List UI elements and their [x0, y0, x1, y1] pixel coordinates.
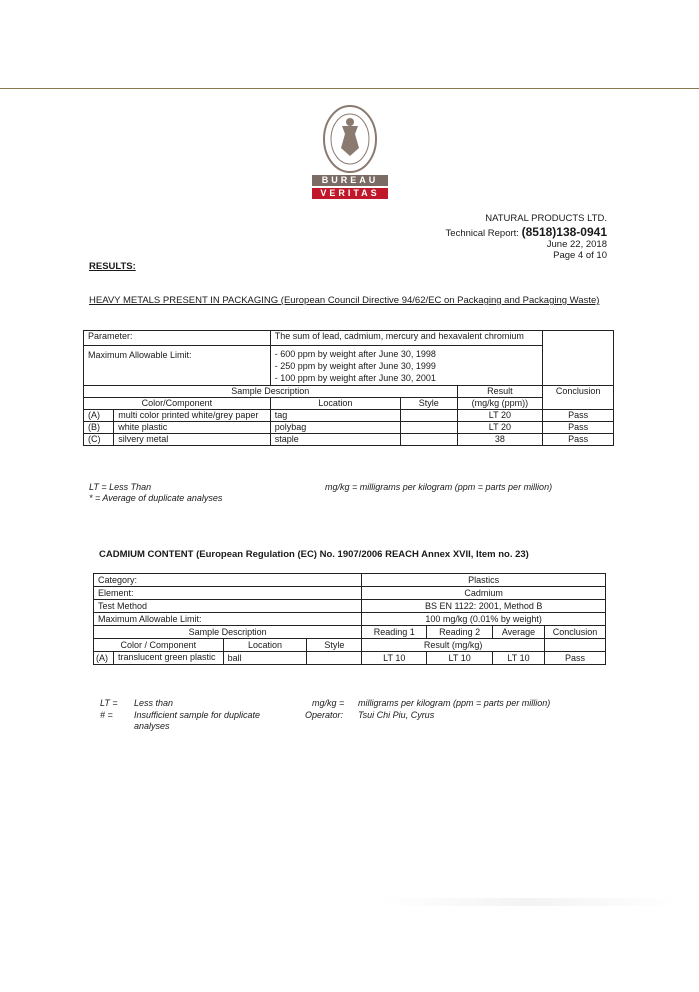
limit-values	[270, 346, 543, 386]
row-reading-2: LT 10	[427, 652, 493, 665]
heavy-metals-table	[83, 330, 614, 446]
report-label: Technical Report:	[445, 228, 519, 239]
limit-value: 100 mg/kg (0.01% by weight)	[362, 613, 606, 626]
seal-icon	[322, 104, 378, 174]
limit-label: Maximum Allowable Limit:	[94, 613, 362, 626]
table-row	[84, 398, 614, 410]
row-location: tag	[270, 410, 400, 422]
sample-description-header: Sample Description	[84, 386, 458, 398]
table-row	[94, 587, 606, 600]
table-row	[94, 652, 606, 665]
parameter-value: The sum of lead, cadmium, mercury and hexavalent chromium	[270, 331, 543, 346]
table-row	[84, 410, 614, 422]
location-header: Location	[223, 639, 307, 652]
note-mgkg-key: mg/kg =	[312, 698, 345, 708]
limit-2: - 250 ppm by weight after June 30, 1999	[274, 361, 436, 371]
operator-name: Tsui Chi Piu, Cyrus	[358, 710, 435, 720]
cadmium-table	[93, 573, 606, 665]
result-unit-header: Result (mg/kg)	[362, 639, 545, 652]
row-result: LT 20	[457, 410, 543, 422]
note-hash-value: Insufficient sample for duplicate analyses	[134, 710, 261, 731]
logo-veritas-bar: VERITAS	[312, 188, 388, 199]
color-header: Color/Component	[84, 398, 271, 410]
row-color: silvery metal	[114, 434, 270, 446]
reading-1-header: Reading 1	[362, 626, 427, 639]
scan-artifact	[380, 898, 680, 906]
category-label: Category:	[94, 574, 362, 587]
heavy-metals-title: HEAVY METALS PRESENT IN PACKAGING (European Council Directive 94/62/EC on Packaging and Packaging Waste)	[89, 295, 600, 306]
table-row	[94, 626, 606, 639]
report-date: June 22, 2018	[546, 239, 607, 250]
sample-description-header: Sample Description	[94, 626, 362, 639]
row-color: white plastic	[114, 422, 270, 434]
report-number-line	[446, 225, 607, 239]
color-header: Color / Component	[94, 639, 224, 652]
row-style	[400, 422, 457, 434]
blank-cell	[544, 639, 605, 652]
company-name: NATURAL PRODUCTS LTD.	[485, 213, 607, 224]
result-unit-header: (mg/kg (ppm))	[457, 398, 543, 410]
limit-3: - 100 ppm by weight after June 30, 2001	[274, 373, 436, 383]
row-average: LT 10	[493, 652, 545, 665]
blank-cell	[543, 331, 614, 386]
style-header: Style	[400, 398, 457, 410]
row-conclusion: Pass	[543, 434, 614, 446]
method-value: BS EN 1122: 2001, Method B	[362, 600, 606, 613]
row-id: (A)	[84, 410, 114, 422]
conclusion-header: Conclusion	[544, 626, 605, 639]
row-id: (A)	[94, 652, 114, 665]
table-row	[84, 331, 614, 346]
report-number: (8518)138-0941	[521, 225, 607, 239]
limit-1: - 600 ppm by weight after June 30, 1998	[274, 349, 436, 359]
element-value: Cadmium	[362, 587, 606, 600]
result-header: Result	[457, 386, 543, 398]
row-result: 38	[457, 434, 543, 446]
note-average: * = Average of duplicate analyses	[89, 493, 223, 503]
header-rule	[0, 88, 699, 89]
note-lt-value: Less than	[134, 698, 174, 708]
row-color: multi color printed white/grey paper	[114, 410, 270, 422]
method-label: Test Method	[94, 600, 362, 613]
row-style	[400, 410, 457, 422]
row-location: staple	[270, 434, 400, 446]
limit-label: Maximum Allowable Limit:	[84, 346, 271, 386]
row-style	[400, 434, 457, 446]
note-mgkg-value: milligrams per kilogram (ppm = parts per million)	[358, 698, 551, 708]
table-row	[94, 574, 606, 587]
note-hash-key: # =	[100, 710, 113, 720]
reading-2-header: Reading 2	[427, 626, 493, 639]
row-id: (C)	[84, 434, 114, 446]
note-mgkg: mg/kg = milligrams per kilogram (ppm = parts per million)	[325, 482, 553, 492]
conclusion-header: Conclusion	[543, 386, 614, 410]
row-conclusion: Pass	[544, 652, 605, 665]
parameter-label: Parameter:	[84, 331, 271, 346]
element-label: Element:	[94, 587, 362, 600]
row-conclusion: Pass	[543, 422, 614, 434]
location-header: Location	[270, 398, 400, 410]
row-id: (B)	[84, 422, 114, 434]
row-location: polybag	[270, 422, 400, 434]
table-row	[84, 422, 614, 434]
row-conclusion: Pass	[543, 410, 614, 422]
operator-label: Operator:	[305, 710, 344, 720]
logo-bureau-bar: BUREAU	[312, 175, 388, 186]
average-header: Average	[493, 626, 545, 639]
note-lt-key: LT =	[100, 698, 118, 708]
table-row	[84, 346, 614, 386]
table-row	[94, 613, 606, 626]
cadmium-title: CADMIUM CONTENT (European Regulation (EC) No. 1907/2006 REACH Annex XVII, Item no. 23)	[99, 549, 529, 560]
style-header: Style	[307, 639, 362, 652]
row-reading-1: LT 10	[362, 652, 427, 665]
table-row	[84, 434, 614, 446]
page-number: Page 4 of 10	[553, 250, 607, 261]
results-heading: RESULTS:	[89, 261, 136, 272]
row-location: ball	[223, 652, 307, 665]
row-style	[307, 652, 362, 665]
table-row	[84, 386, 614, 398]
table-row	[94, 600, 606, 613]
category-value: Plastics	[362, 574, 606, 587]
note-lt: LT = Less Than	[89, 482, 152, 492]
table-row	[94, 639, 606, 652]
row-color: translucent green plastic	[113, 652, 223, 665]
row-result: LT 20	[457, 422, 543, 434]
